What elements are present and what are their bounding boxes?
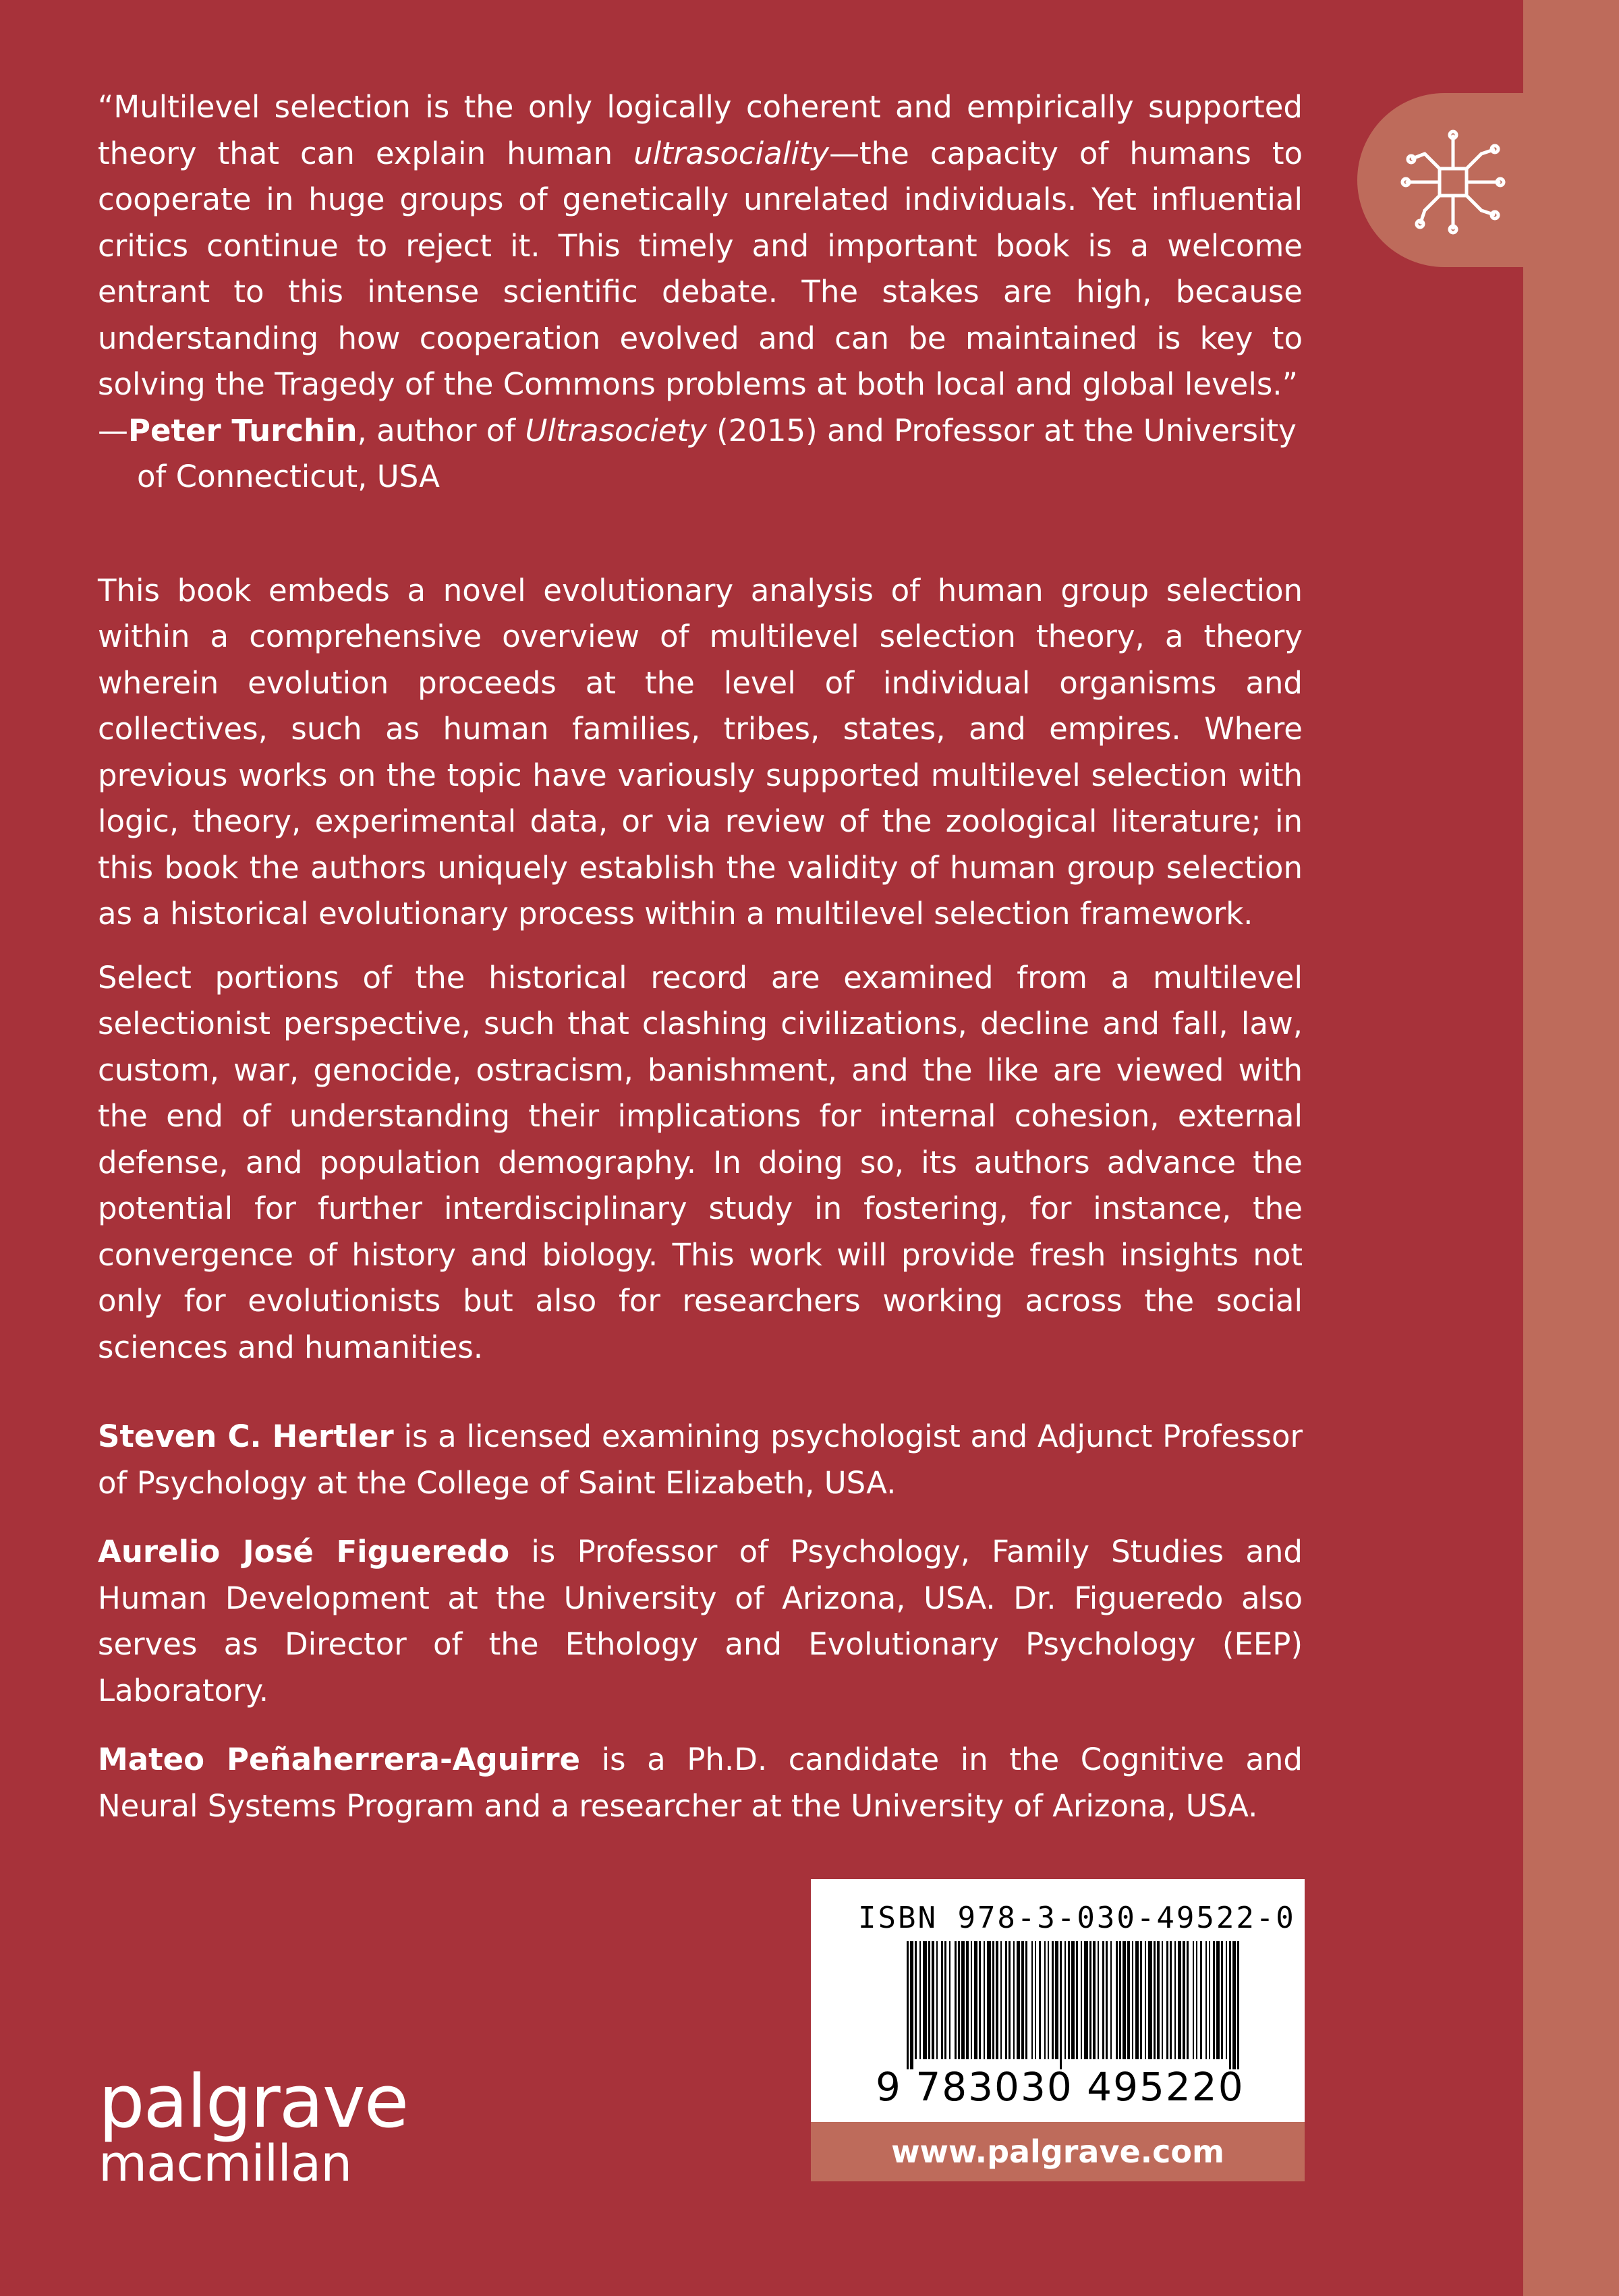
publisher-website: www.palgrave.com xyxy=(811,2122,1305,2181)
author-bio: Aurelio José Figueredo is Professor of Psychology, Family Studies and Human Development at the University of Arizona, USA. Dr. Figueredo also serves as Director of the Ethology and Evolutionary Psychology (EEP) Laboratory. xyxy=(98,1534,1303,1709)
barcode-digits: 9 783030 495220 xyxy=(876,2064,1245,2110)
publisher-logo xyxy=(98,2060,408,2193)
publisher-logo-line2: macmillan xyxy=(98,2135,352,2193)
description-paragraph: This book embeds a novel evolutionary analysis of human group selection within a comprehensive overview of multilevel selection theory, a theory wherein evolution proceeds at the level of individual organisms and collectives, such as human families, tribes, states, and empires. Where previous works on the topic have variously supported multilevel selection with logic, theory, experimental data, or via review of the zoological literature; in this book the authors uniquely establish the validity of human group selection as a historical evolutionary process within a multilevel selection framework. xyxy=(98,572,1303,931)
author-bio: Mateo Peñaherrera-Aguirre is a Ph.D. candidate in the Cognitive and Neural Systems Program and a researcher at the University of Arizona, USA. xyxy=(98,1742,1303,1824)
publisher-logo-line1: palgrave xyxy=(98,2060,408,2144)
description-paragraph: Select portions of the historical record are examined from a multilevel selectionist perspective, such that clashing civilizations, decline and fall, law, custom, war, genocide, ostracism, banishment, and the like are viewed with the end of understanding their implications for internal cohesion, external defense, and population demography. In doing so, its authors advance the potential for further interdisciplinary study in fostering, for instance, the convergence of history and biology. This work will provide fresh insights not only for evolutionists but also for researchers working across the social sciences and humanities. xyxy=(98,959,1303,1365)
endorsement-quote: “Multilevel selection is the only logically coherent and empirically supported theory that can explain human ultrasociality—the capacity of humans to cooperate in huge groups of genetically unrelated individuals. Yet influential critics continue to reject it. This timely and important book is a welcome entrant to this intense scientific debate. The stakes are high, because understanding how cooperation evolved and can be maintained is key to solving the Tragedy of the Commons problems at both local and global levels.” xyxy=(98,89,1303,402)
endorser-book-title: Ultrasociety xyxy=(525,412,707,449)
endorsement-attribution: —Peter Turchin, author of Ultrasociety (2015) and Professor at the University of Connecticut, USA xyxy=(98,412,1297,494)
isbn-barcode-box xyxy=(811,1879,1305,2122)
endorser-name: Peter Turchin xyxy=(128,412,358,449)
quote-italic-term: ultrasociality xyxy=(633,135,829,171)
author-name: Mateo Peñaherrera-Aguirre xyxy=(98,1742,581,1777)
author-name: Steven C. Hertler xyxy=(98,1418,394,1454)
palgrave-network-square-icon xyxy=(1392,121,1514,243)
author-name: Aurelio José Figueredo xyxy=(98,1534,510,1570)
author-bio: Steven C. Hertler is a licensed examining psychologist and Adjunct Professor of Psychology at the College of Saint Elizabeth, USA. xyxy=(98,1418,1303,1501)
barcode-icon xyxy=(907,1941,1244,2069)
publisher-logo-tab xyxy=(1357,93,1619,267)
isbn-label: ISBN 978-3-030-49522-0 xyxy=(858,1901,1296,1935)
back-cover-text xyxy=(98,84,1303,1829)
book-spine xyxy=(1523,0,1619,2296)
